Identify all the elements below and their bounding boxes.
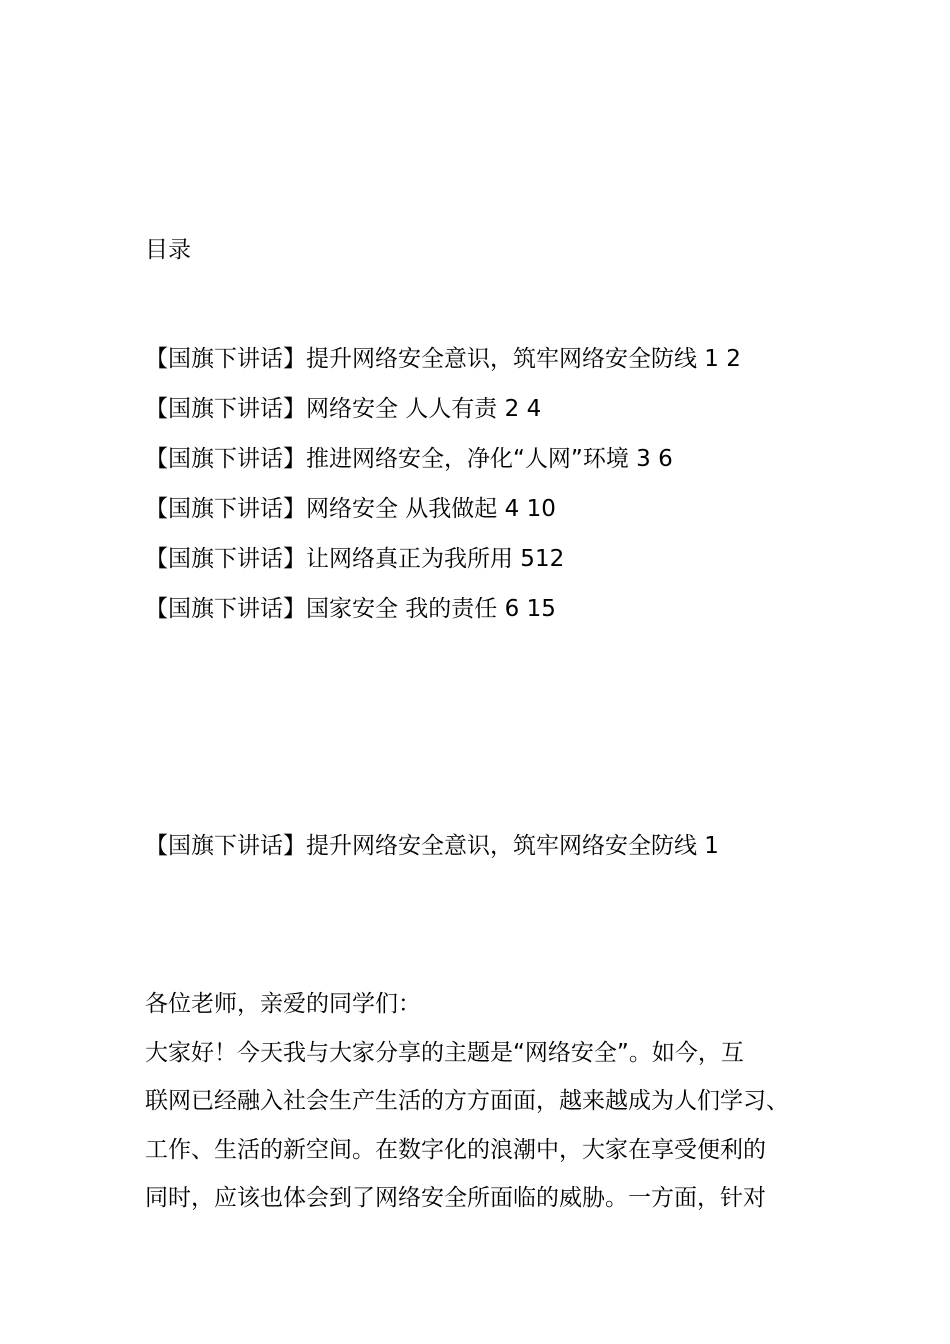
body-line: 工作、生活的新空间。在数字化的浪潮中，大家在享受便利的 bbox=[145, 1136, 766, 1163]
toc-title: 目录 bbox=[145, 237, 191, 263]
section-heading: 【国旗下讲话】提升网络安全意识，筑牢网络安全防线 1 bbox=[145, 833, 719, 859]
toc-item[interactable]: 【国旗下讲话】推进网络安全，净化“人网”环境 3 6 bbox=[145, 446, 673, 472]
toc-item[interactable]: 【国旗下讲话】提升网络安全意识，筑牢网络安全防线 1 2 bbox=[145, 346, 741, 372]
toc-item[interactable]: 【国旗下讲话】网络安全 从我做起 4 10 bbox=[145, 496, 556, 522]
body-line: 同时，应该也体会到了网络安全所面临的威胁。一方面，针对 bbox=[145, 1185, 766, 1211]
speech-body bbox=[145, 980, 825, 1223]
body-line: 大家好！今天我与大家分享的主题是“网络安全”。如今，互 bbox=[145, 1039, 744, 1066]
body-line-salutation: 各位老师，亲爱的同学们： bbox=[145, 991, 421, 1017]
toc-list bbox=[145, 334, 741, 634]
body-line: 联网已经融入社会生产生活的方方面面，越来越成为人们学习、 bbox=[145, 1088, 789, 1114]
toc-item[interactable]: 【国旗下讲话】让网络真正为我所用 512 bbox=[145, 546, 565, 572]
toc-item[interactable]: 【国旗下讲话】国家安全 我的责任 6 15 bbox=[145, 596, 556, 622]
toc-item[interactable]: 【国旗下讲话】网络安全 人人有责 2 4 bbox=[145, 396, 542, 422]
